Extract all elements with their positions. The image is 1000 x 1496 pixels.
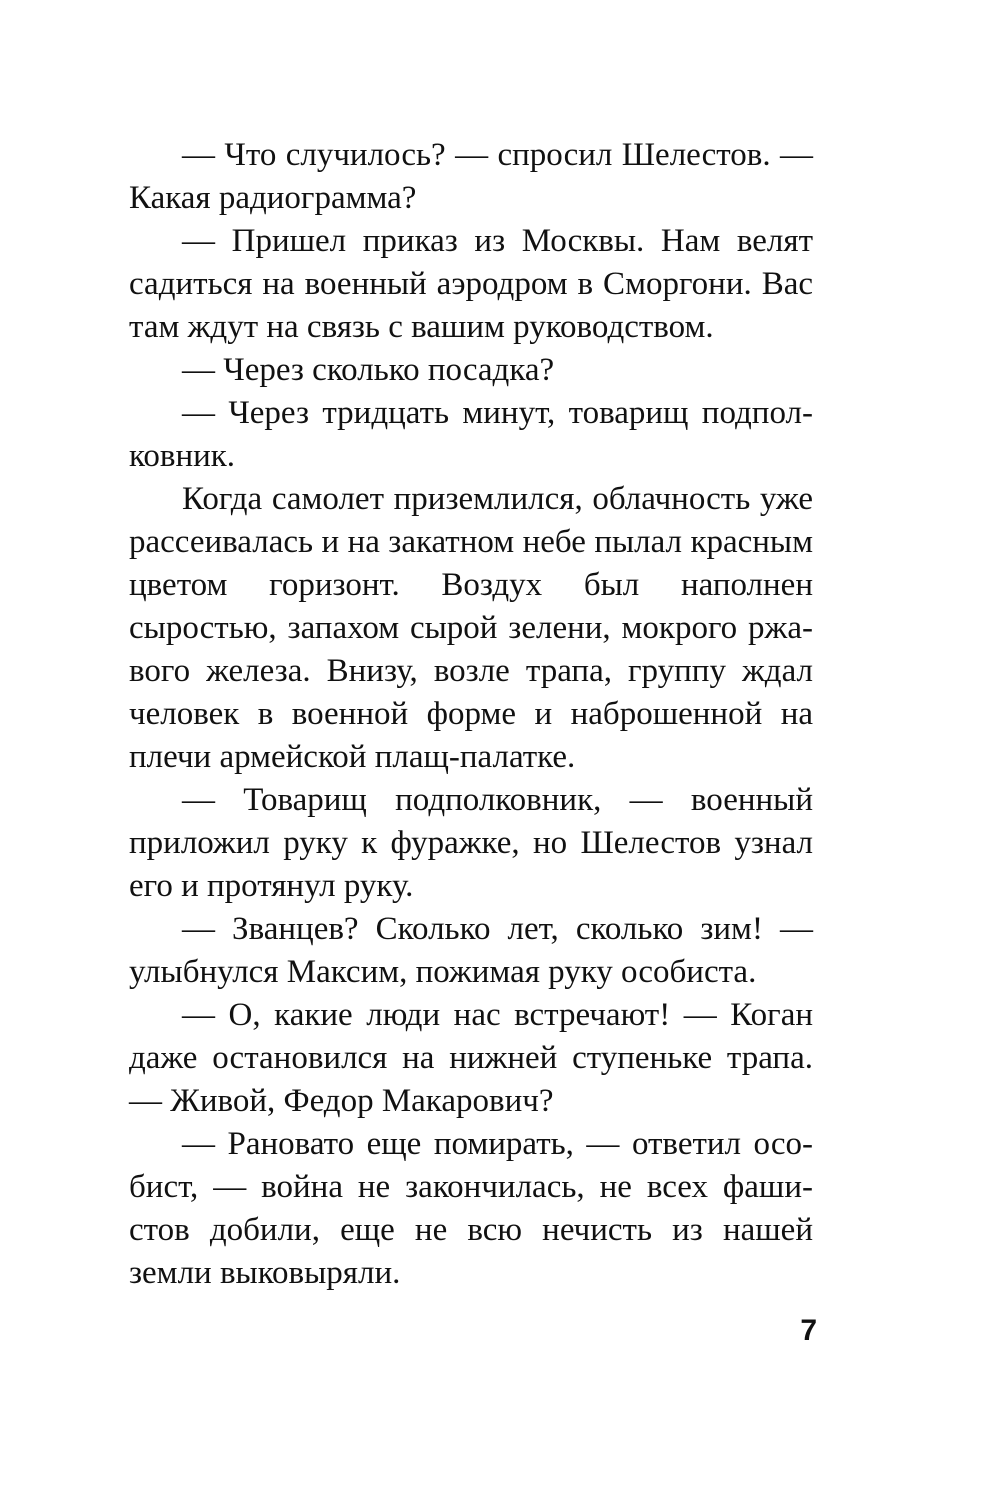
page-number: 7 [800,1314,817,1347]
paragraph: — Званцев? Сколько лет, сколько зим! — улыбнулся Максим, пожимая руку особиста. [129,911,813,990]
paragraph: Когда самолет приземлился, облачность уже рассеивалась и на закатном небе пылал красным цветом горизонт. Воздух был наполнен сыростью, запахом сырой зелени, мокрого ржавого железа. Внизу, возле трапа, группу ждал человек в военной форме и наброшенной на плечи армейской плащ-палатке. [129,481,813,775]
paragraph: — Рановато еще помирать, — ответил особист, — война не закончилась, не всех фашистов добили, еще не всю нечисть из нашей земли выковыряли. [129,1126,813,1291]
paragraph: — О, какие люди нас встречают! — Коган даже остановился на нижней ступеньке трапа. — Живой, Федор Макарович? [129,997,813,1119]
paragraph: — Через тридцать минут, товарищ подполковник. [129,395,813,474]
page-body [129,134,813,1295]
paragraph: — Товарищ подполковник, — военный приложил руку к фуражке, но Шелестов узнал его и протянул руку. [129,782,813,904]
paragraph: — Через сколько посадка? [182,352,555,388]
paragraph: — Пришел приказ из Москвы. Нам велят садиться на военный аэродром в Сморгони. Вас там ждут на связь с вашим руководством. [129,223,813,345]
paragraph: — Что случилось? — спросил Шелестов. — Какая радиограмма? [129,137,813,216]
